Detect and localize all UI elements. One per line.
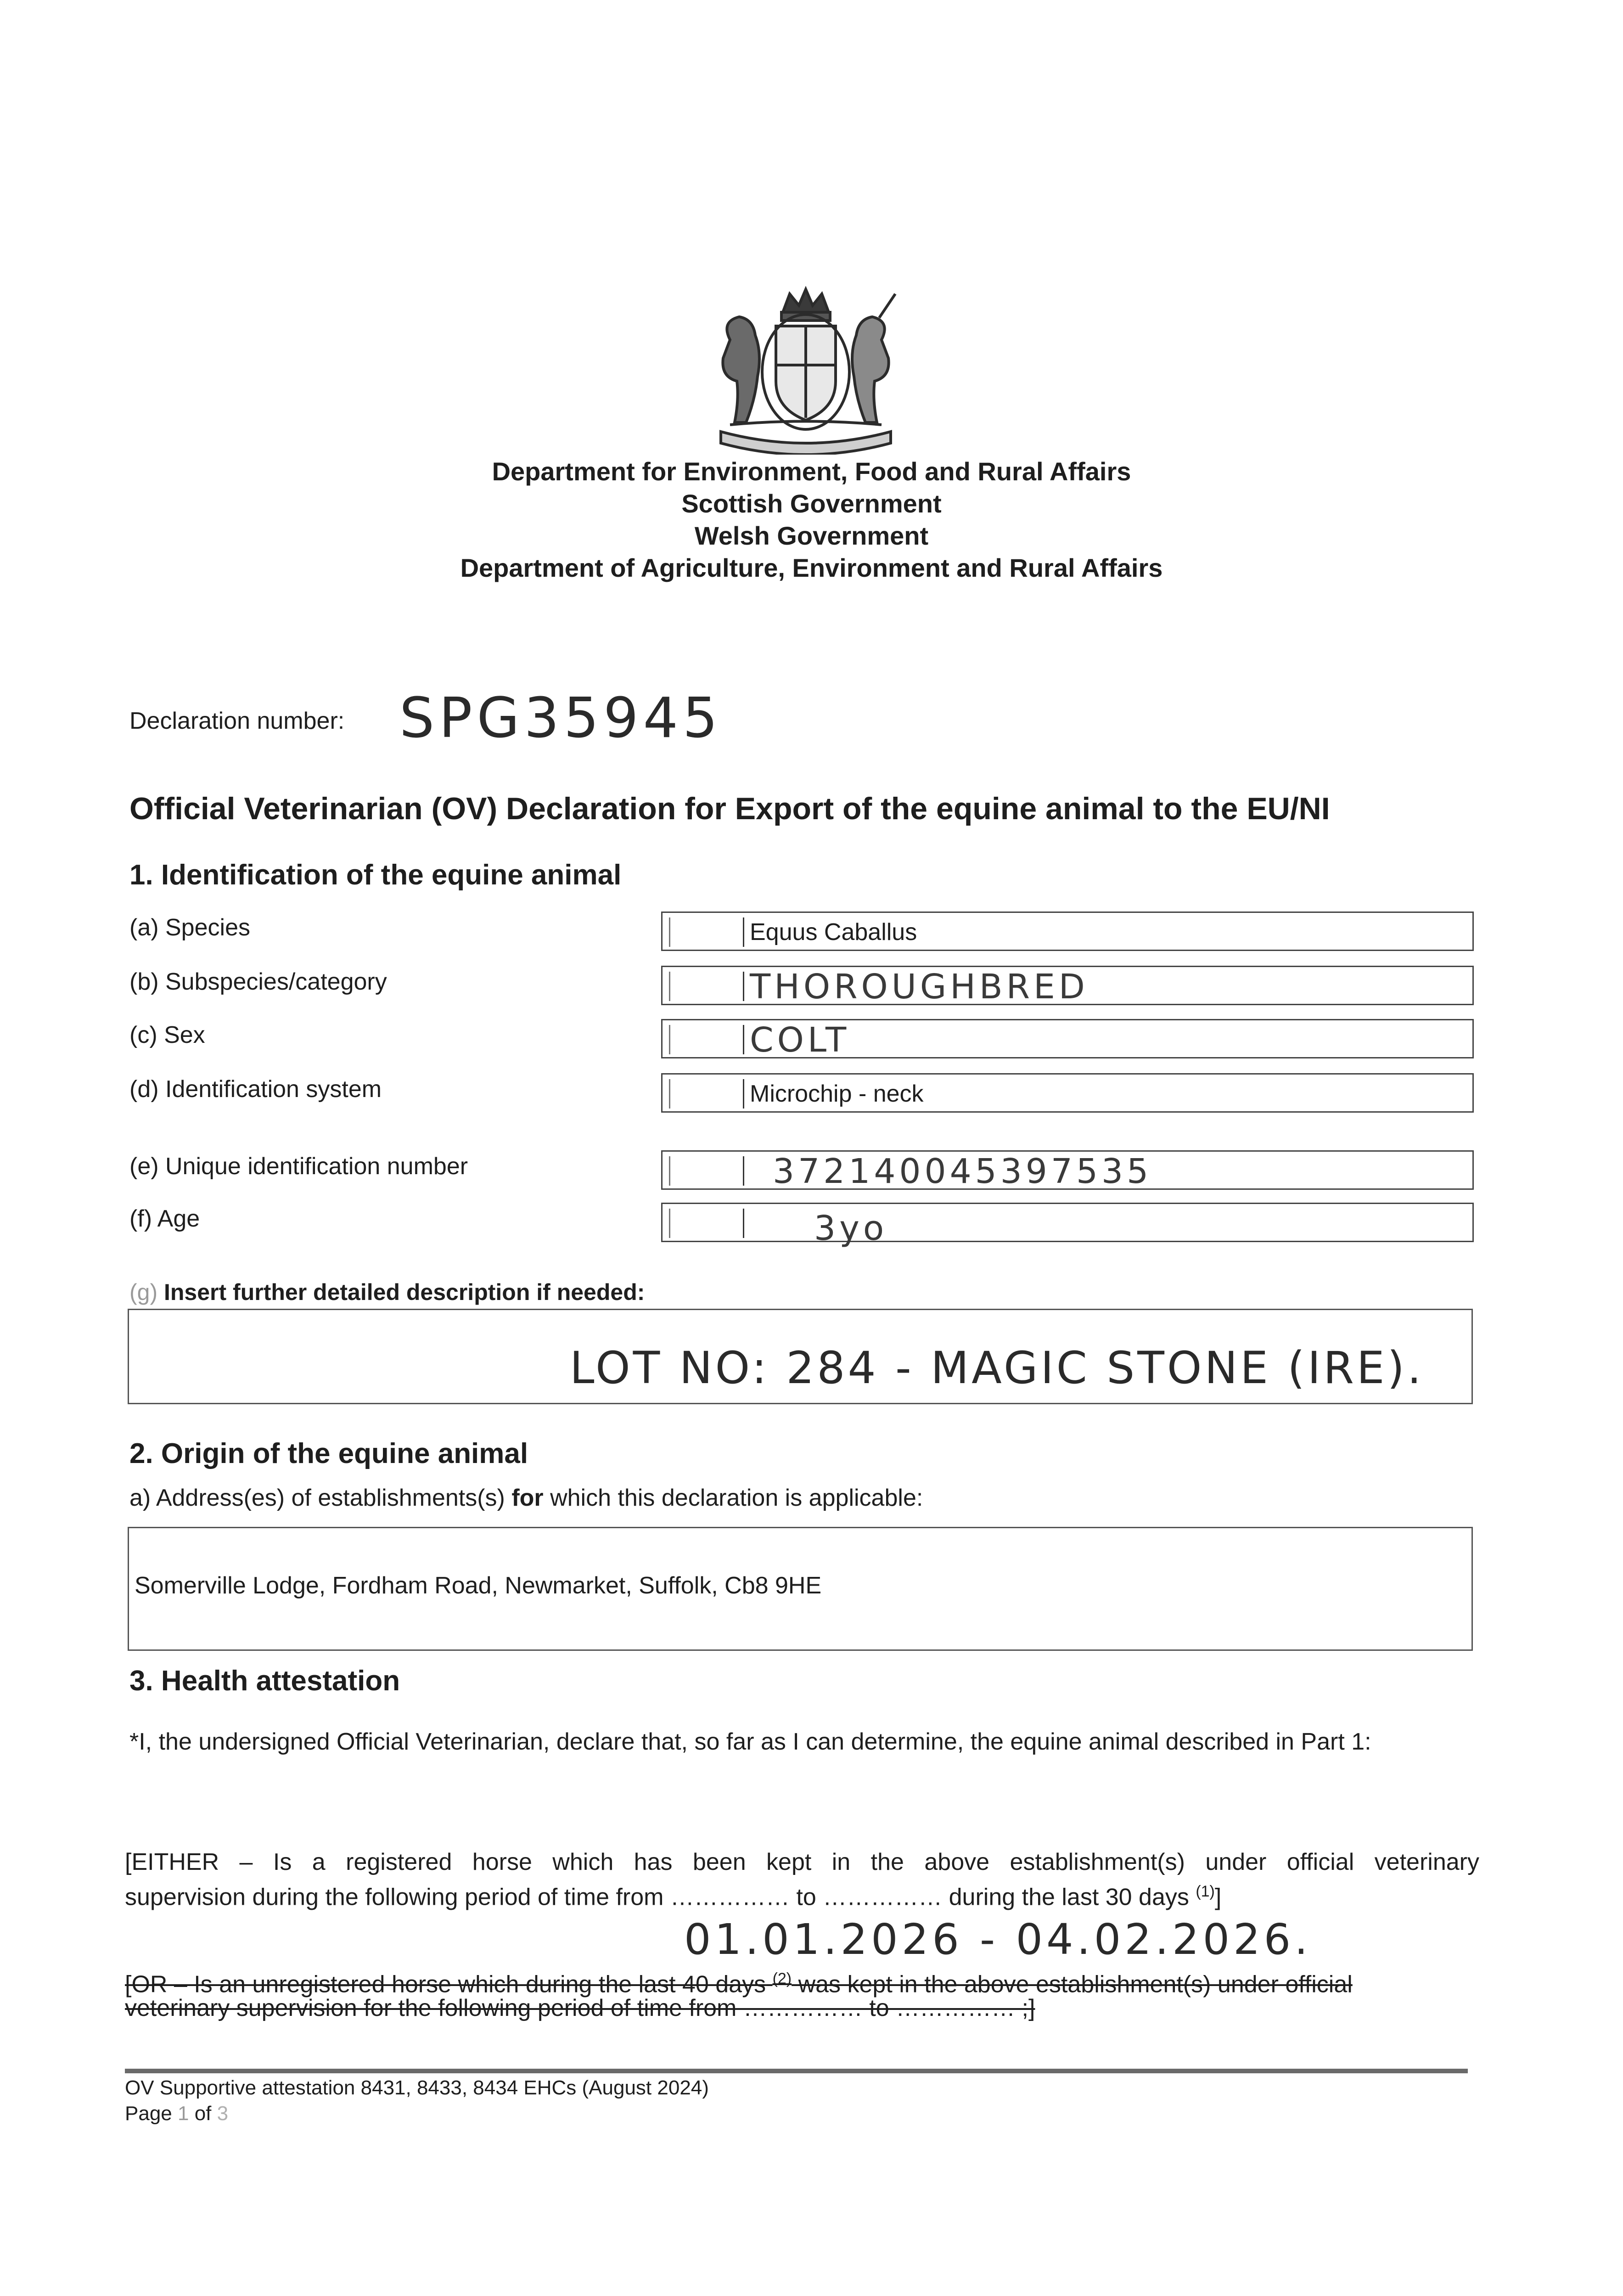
subspecies-label: (b) Subspecies/category (129, 968, 387, 995)
identification-system-value: Microchip - neck (750, 1080, 924, 1107)
identification-system-label: (d) Identification system (129, 1076, 382, 1103)
further-description-value: LOT NO: 284 - MAGIC STONE (IRE). (570, 1342, 1424, 1394)
department-line-4: Department of Agriculture, Environment and Rural Affairs (460, 553, 1163, 582)
species-label: (a) Species (129, 914, 250, 941)
or-clause-line-1: [OR – Is an unregistered horse which during the last 40 days $^{(2)}$ was kept in the above establishment(s) under official (125, 1970, 1353, 1998)
section-2-subtitle: a) Address(es) of establishments(s) for which this declaration is applicable: (129, 1485, 923, 1511)
either-clause-line-1: [EITHER – Is a registered horse which has been kept in the above establishment(s) under official veterinary (125, 1849, 1479, 1875)
identification-system-field (661, 1073, 1474, 1113)
subspecies-value: THOROUGHBRED (750, 967, 1089, 1007)
footer-form-reference: OV Supportive attestation 8431, 8433, 8434 EHCs (August 2024) (125, 2077, 709, 2099)
footer-divider (125, 2069, 1468, 2073)
department-line-2: Scottish Government (681, 489, 942, 518)
subspecies-field (661, 966, 1474, 1005)
sex-label: (c) Sex (129, 1022, 205, 1048)
age-label: (f) Age (129, 1205, 200, 1232)
attestation-intro: *I, the undersigned Official Veterinarian, declare that, so far as I can determine, the equine animal described in Part 1: (129, 1728, 1371, 1755)
section-3-title: 3. Health attestation (129, 1665, 400, 1697)
section-2-title: 2. Origin of the equine animal (129, 1438, 528, 1469)
or-clause-line-2: veterinary supervision for the following period of time from …………… to …………… ;] (125, 1995, 1035, 2021)
either-clause-line-2: supervision during the following period of time from …………… to …………… during the last 30 days $^{(1)}$] (125, 1883, 1222, 1911)
department-line-1: Department for Environment, Food and Rural Affairs (492, 457, 1131, 486)
age-field (661, 1203, 1474, 1248)
section-1-title: 1. Identification of the equine animal (129, 859, 622, 891)
royal-coat-of-arms-logo (702, 285, 909, 455)
species-field (661, 912, 1474, 951)
department-line-3: Welsh Government (694, 521, 929, 550)
unique-id-label: (e) Unique identification number (129, 1153, 468, 1180)
sex-value: COLT (750, 1020, 850, 1060)
footer-page-number: Page 1 of 3 (125, 2102, 229, 2125)
further-description-label: (g) Insert further detailed description if needed: (129, 1279, 645, 1305)
species-value: Equus Caballus (750, 919, 917, 945)
unique-id-value: 372140045397535 (773, 1152, 1152, 1191)
supervision-dates: 01.01.2026 - 04.02.2026. (684, 1915, 1312, 1964)
form-title: Official Veterinarian (OV) Declaration for Export of the equine animal to the EU/NI (129, 791, 1330, 826)
age-value: 3yo (814, 1209, 888, 1248)
declaration-number-value: SPG35945 (399, 687, 723, 750)
establishment-address-box (128, 1527, 1473, 1651)
unique-id-field (661, 1150, 1474, 1190)
further-description-box (128, 1309, 1473, 1404)
establishment-address: Somerville Lodge, Fordham Road, Newmarket, Suffolk, Cb8 9HE (135, 1572, 822, 1599)
sex-field (661, 1019, 1474, 1058)
declaration-number-label: Declaration number: (129, 708, 345, 734)
